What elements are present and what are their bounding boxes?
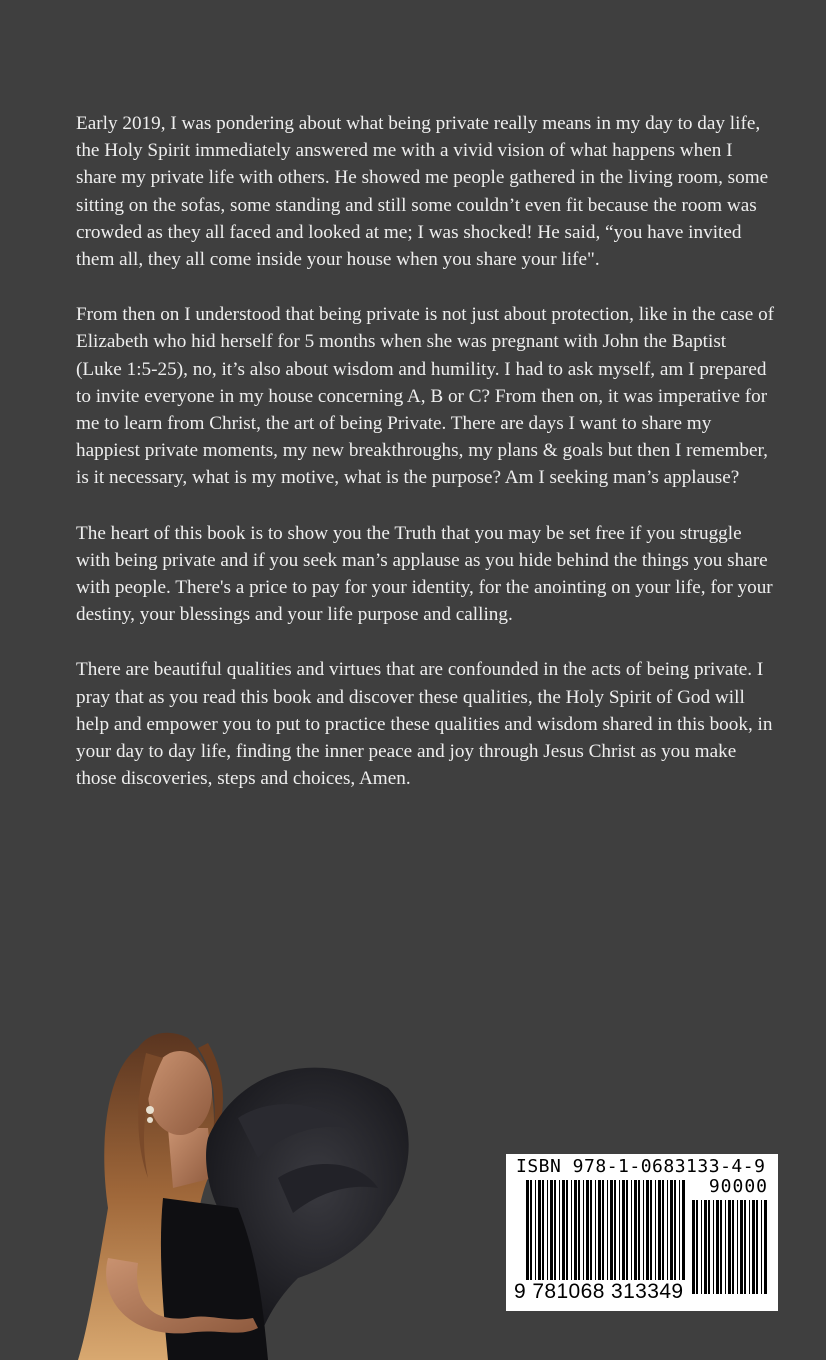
author-photo — [68, 1028, 428, 1360]
barcode-bar — [538, 1180, 541, 1294]
barcode-bar — [542, 1180, 544, 1294]
barcode-bar — [547, 1180, 548, 1294]
barcode-bar — [550, 1180, 553, 1294]
barcode-bar — [704, 1200, 707, 1294]
barcode-bar — [764, 1200, 767, 1294]
blurb-paragraph-1: Early 2019, I was pondering about what being private really means in my day to day life, the Holy Spirit immediately answered me with a vivid vision of what happens when I share my private life with others. He showed me people gathered in the living room, some sitting on the sofas, some standing and still some couldn’t even fit because the room was crowded as they all faced and looked at me; I was shocked! He said, “you have invited them all, they all come inside your house when you share your life". — [76, 113, 769, 271]
barcode-bar — [696, 1200, 698, 1294]
blurb-paragraph-4: There are beautiful qualities and virtues that are confounded in the acts of being private. I pray that as you read this book and discover these qualities, the Holy Spirit of God will help and empower you to put to practice these qualities and wisdom shared in this book, in your day to day life, finding the inner peace and joy through Jesus Christ as you make those discoveries, steps and choices, Amen. — [76, 659, 773, 790]
blurb-paragraph-2: From then on I understood that being private is not just about protection, like in the case of Elizabeth who hid herself for 5 months when she was pregnant with John the Baptist (Luke 1:5-25), no, it’s also about wisdom and humility. I had to ask myself, am I prepared to invite everyone in my house concerning A, B or C? From then on, it was imperative for me to learn from Christ, the art of being Private. There are days I want to share my happiest private moments, my new breakthroughs, my plans & goals but then I remember, is it necessary, what is my motive, what is the purpose? Am I seeking man’s applause? — [76, 304, 775, 489]
isbn-label: ISBN 978-1-0683133-4-9 — [516, 1156, 766, 1177]
barcode-bar — [554, 1180, 556, 1294]
barcode-bar — [725, 1200, 726, 1294]
blurb-paragraph-3: The heart of this book is to show you the Truth that you may be set free if you struggle with being private and if you seek man’s applause as you hide behind the things you share with people. There's a price to pay for your identity, for the anointing on your life, for your destiny, your blessings and your life purpose and calling. — [76, 522, 773, 626]
barcode-bar — [655, 1180, 656, 1294]
barcode-bar — [583, 1180, 584, 1294]
barcode-bar — [740, 1200, 743, 1294]
barcode-bar — [670, 1180, 673, 1294]
barcode-bar — [658, 1180, 661, 1294]
barcode-bar — [586, 1180, 589, 1294]
barcode-bar — [744, 1200, 746, 1294]
barcode-bar — [530, 1180, 532, 1294]
barcode-bar — [752, 1200, 755, 1294]
barcode-bar — [638, 1180, 640, 1294]
barcode-bar — [737, 1200, 738, 1294]
barcode-bar — [602, 1180, 604, 1294]
isbn-digits: 9 781068 313349 — [514, 1280, 684, 1303]
barcode-bar — [622, 1180, 625, 1294]
isbn-barcode — [506, 1154, 778, 1311]
barcode-bar — [713, 1200, 714, 1294]
barcode-bar — [598, 1180, 601, 1294]
barcode-bar — [682, 1180, 685, 1294]
back-cover-blurb — [76, 110, 776, 820]
barcode-bar — [634, 1180, 637, 1294]
barcode-bar — [607, 1180, 608, 1294]
barcode-bar — [708, 1200, 710, 1294]
barcode-bar — [679, 1180, 680, 1294]
barcode-bar — [619, 1180, 620, 1294]
barcode-bar — [716, 1200, 719, 1294]
barcode-bar — [562, 1180, 565, 1294]
barcode-bar — [595, 1180, 596, 1294]
barcode-bar — [728, 1200, 731, 1294]
barcode-bar — [674, 1180, 676, 1294]
barcode-bar — [732, 1200, 734, 1294]
barcode-bar — [749, 1200, 750, 1294]
barcode-bar — [650, 1180, 652, 1294]
barcode-bar — [643, 1180, 644, 1294]
barcode-bar — [614, 1180, 616, 1294]
barcode-bar — [626, 1180, 628, 1294]
barcode-bar — [720, 1200, 722, 1294]
barcode-bar — [631, 1180, 632, 1294]
barcode-bar — [667, 1180, 668, 1294]
barcode-bar — [566, 1180, 568, 1294]
barcode-bar — [756, 1200, 758, 1294]
barcode-bar — [526, 1180, 529, 1294]
barcode-bar — [692, 1200, 695, 1294]
barcode-bar — [571, 1180, 572, 1294]
barcode-bar — [610, 1180, 613, 1294]
price-code: 90000 — [708, 1176, 768, 1197]
barcode-bar — [578, 1180, 580, 1294]
barcode-bar — [535, 1180, 536, 1294]
barcode-bar — [574, 1180, 577, 1294]
barcode-bar — [761, 1200, 762, 1294]
barcode-bar — [646, 1180, 649, 1294]
barcode-bar — [590, 1180, 592, 1294]
barcode-bar — [559, 1180, 560, 1294]
barcode-bar — [701, 1200, 702, 1294]
barcode-bar — [662, 1180, 664, 1294]
